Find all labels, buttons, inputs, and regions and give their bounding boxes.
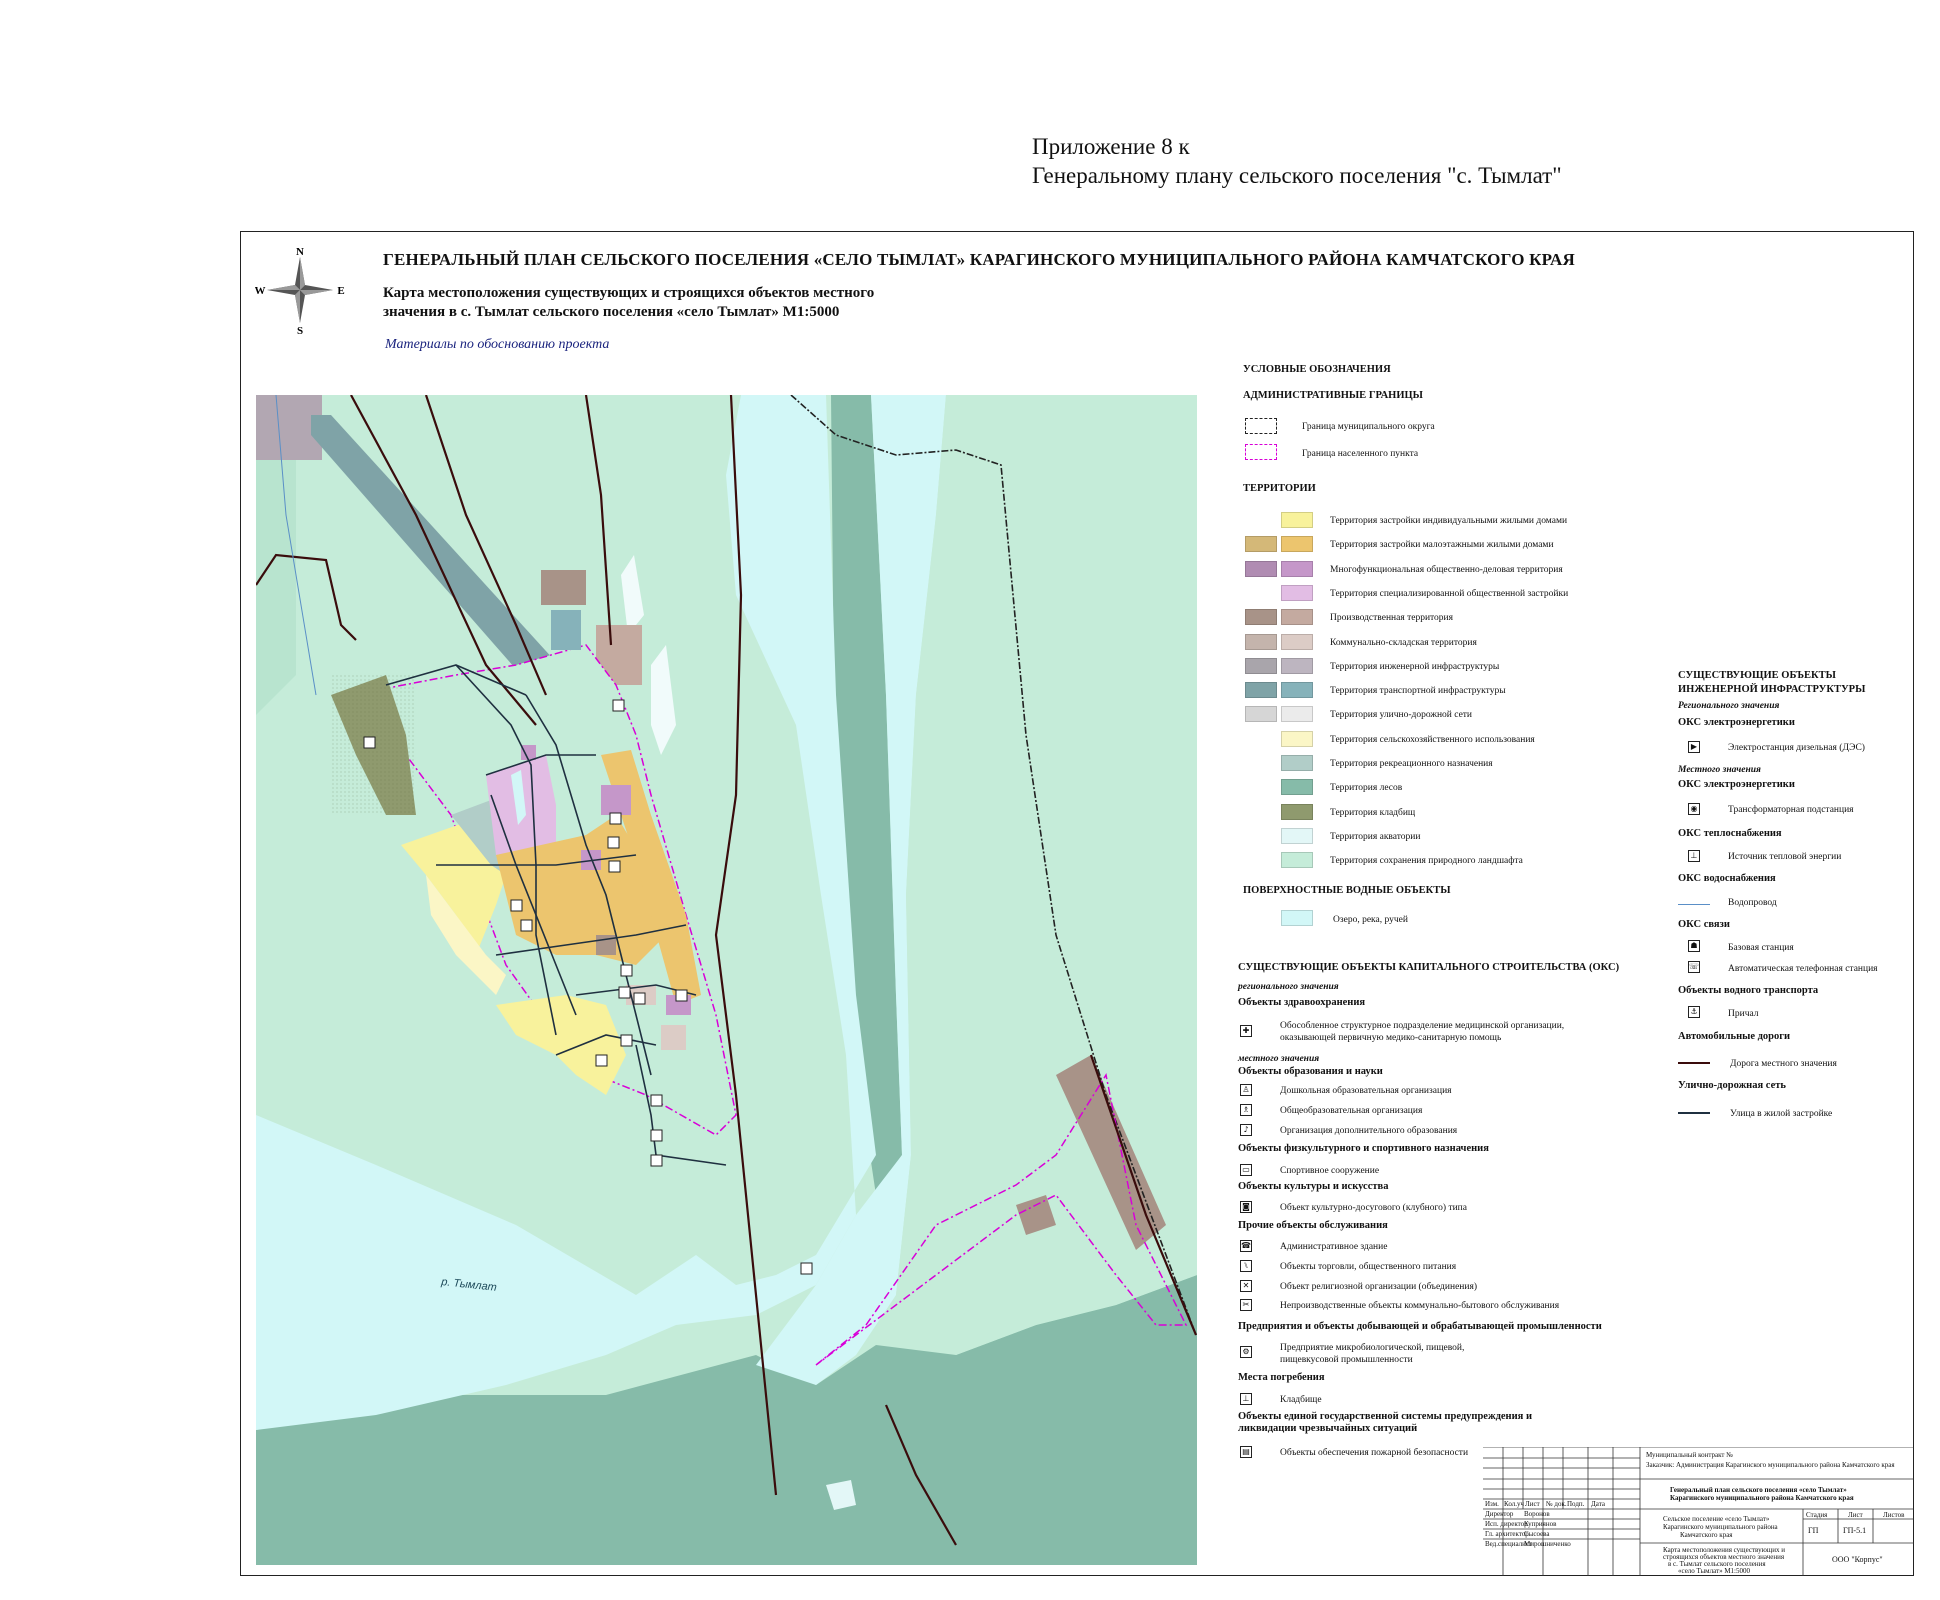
- legend-admin-1: Граница населенного пункта: [1302, 449, 1419, 459]
- fire-safety-icon: ▤: [1240, 1446, 1252, 1458]
- base-station-icon: ☗: [1688, 940, 1700, 952]
- household-service-icon: ✂: [1240, 1299, 1252, 1311]
- medical-icon: ✚: [1240, 1025, 1252, 1037]
- legend-health-2: оказывающей первичную медико-санитарную помощь: [1280, 1033, 1502, 1043]
- stamp-sheet-h: Лист: [1848, 1511, 1863, 1519]
- stamp-role-0: Директор: [1485, 1510, 1514, 1518]
- stamp-header-1: Кол.уч: [1504, 1500, 1524, 1508]
- legend-sport: Спортивное сооружение: [1280, 1166, 1380, 1176]
- marker-fire: [651, 1155, 662, 1166]
- legend-emerg-heading-1: Объекты единой государственной системы предупреждения и: [1238, 1411, 1532, 1422]
- swatch-territory-8: [1281, 706, 1313, 722]
- legend-territory-12: Территория кладбищ: [1330, 807, 1416, 818]
- legend-street: Улица в жилой застройке: [1730, 1109, 1833, 1119]
- legend-territory-1: Территория застройки малоэтажными жилыми домами: [1330, 540, 1554, 551]
- swatch-local-road: [1678, 1054, 1710, 1064]
- legend-eng-regional: Регионального значения: [1678, 701, 1780, 711]
- compass-w: W: [255, 285, 266, 297]
- legend-health-heading: Объекты здравоохранения: [1238, 997, 1366, 1008]
- religious-icon: ✕: [1240, 1280, 1252, 1292]
- engineering-block-1: [551, 610, 581, 650]
- swatch-territory-existing-1: [1245, 536, 1277, 552]
- materials-note: Материалы по обоснованию проекта: [385, 337, 610, 352]
- communal-block-2: [661, 1025, 686, 1050]
- marker-admin-3: [651, 1130, 662, 1141]
- marker-trade-1: [609, 861, 620, 872]
- compass-n: N: [296, 246, 304, 258]
- swatch-territory-12: [1281, 804, 1313, 820]
- trade-icon: ⑊: [1240, 1260, 1252, 1272]
- stamp-map-1: Карта местоположения существующих и: [1663, 1546, 1785, 1554]
- swatch-water: [1281, 910, 1313, 926]
- legend-other-heading: Прочие объекты обслуживания: [1238, 1220, 1388, 1231]
- swatch-territory-14: [1281, 852, 1313, 868]
- legend-emerg-heading-2: ликвидации чрезвычайных ситуаций: [1238, 1423, 1418, 1434]
- stamp-object-1: Сельское поселение «село Тымлат»: [1663, 1515, 1770, 1523]
- stamp-object-3: Камчатского края: [1680, 1531, 1733, 1539]
- appendix-line1: Приложение 8 к: [1032, 134, 1190, 159]
- swatch-territory-11: [1281, 779, 1313, 795]
- compass-rose-icon: [255, 245, 345, 335]
- legend-oks-heading: СУЩЕСТВУЮЩИЕ ОБЪЕКТЫ КАПИТАЛЬНОГО СТРОИТЕЛЬСТВА (ОКС): [1238, 962, 1620, 973]
- swatch-territory-6: [1281, 658, 1313, 674]
- swatch-territory-10: [1281, 755, 1313, 771]
- legend-heat: Источник тепловой энергии: [1728, 852, 1842, 862]
- legend-territory-2: Многофункциональная общественно-деловая территория: [1330, 564, 1563, 575]
- map-title: ГЕНЕРАЛЬНЫЙ ПЛАН СЕЛЬСКОГО ПОСЕЛЕНИЯ «СЕЛО ТЫМЛАТ» КАРАГИНСКОГО МУНИЦИПАЛЬНОГО РАЙОНА КАМЧАТСКОГО КРАЯ: [383, 250, 1575, 269]
- swatch-territory-existing-8: [1245, 706, 1277, 722]
- legend-roads: Дорога местного значения: [1730, 1059, 1837, 1069]
- compass-e: E: [337, 285, 345, 297]
- legend-health-1: Обособленное структурное подразделение медицинской организации,: [1280, 1021, 1565, 1031]
- telephone-exchange-icon: ☏: [1689, 962, 1700, 971]
- stamp-object-2: Карагинского муниципального района: [1663, 1523, 1778, 1531]
- stamp-name-3: Мирошниченко: [1524, 1540, 1571, 1548]
- legend-territory-11: Территория лесов: [1330, 783, 1403, 794]
- legend-territory-6: Территория инженерной инфраструктуры: [1330, 661, 1500, 672]
- stamp-map-3: в с. Тымлат сельского поселения: [1668, 1560, 1766, 1568]
- legend-eng-local: Местного значения: [1678, 765, 1761, 775]
- legend-culture-heading: Объекты культуры и искусства: [1238, 1181, 1389, 1192]
- heat-source-icon: ⊥: [1688, 850, 1700, 862]
- legend-sport-heading: Объекты физкультурного и спортивного назначения: [1238, 1143, 1489, 1154]
- marker-medical: [608, 837, 619, 848]
- legend-burial-heading: Места погребения: [1238, 1372, 1325, 1383]
- stamp-sheet: ГП-5.1: [1843, 1526, 1867, 1535]
- stamp-header-0: Изм.: [1485, 1500, 1499, 1508]
- river-label: р. Тымлат: [440, 1276, 498, 1294]
- swatch-settlement-boundary: [1245, 444, 1277, 460]
- legend-water: Озеро, река, ручей: [1333, 915, 1408, 925]
- legend-eng-heading-1: СУЩЕСТВУЮЩИЕ ОБЪЕКТЫ: [1678, 670, 1836, 681]
- legend-territory-10: Территория рекреационного назначения: [1330, 759, 1493, 769]
- legend-edu-2: Организация дополнительного образования: [1280, 1126, 1458, 1136]
- music-icon: ♪: [1240, 1124, 1252, 1136]
- marker-school: [511, 900, 522, 911]
- legend-territory-5: Коммунально-складская территория: [1330, 637, 1477, 648]
- multi-zone-1: [601, 785, 631, 815]
- stamp-role-1: Исп. директор: [1485, 1520, 1528, 1528]
- legend-roads-heading: Автомобильные дороги: [1678, 1031, 1791, 1042]
- legend-comm-1: Автоматическая телефонная станция: [1728, 964, 1878, 974]
- substation-icon: ◉: [1688, 803, 1700, 815]
- production-block-1: [541, 570, 586, 605]
- swatch-territory-0: [1281, 512, 1313, 528]
- stamp-map-4: «село Тымлат» М1:5000: [1678, 1567, 1750, 1575]
- swatch-street: [1678, 1104, 1710, 1114]
- stamp-stage: ГП: [1808, 1526, 1819, 1535]
- legend-other-2: Объект религиозной организации (объединения): [1280, 1282, 1477, 1292]
- stamp-map-2: строящихся объектов местного значения: [1663, 1553, 1785, 1561]
- legend-eng-heading-2: ИНЖЕНЕРНОЙ ИНФРАСТРУКТУРЫ: [1678, 684, 1866, 695]
- swatch-territory-13: [1281, 828, 1313, 844]
- swatch-territory-1: [1281, 536, 1313, 552]
- swatch-territory-existing-2: [1245, 561, 1277, 577]
- stamp-contract: Муниципальный контракт №: [1646, 1451, 1733, 1459]
- legend-watersup-heading: ОКС водоснабжения: [1678, 873, 1776, 884]
- legend-territory-4: Производственная территория: [1330, 613, 1454, 624]
- stamp-header-2: Лист: [1525, 1500, 1540, 1508]
- map-subtitle: [383, 284, 1003, 322]
- legend-power-heading-2: ОКС электроэнергетики: [1678, 779, 1795, 790]
- legend-territories-heading: ТЕРРИТОРИИ: [1243, 483, 1316, 494]
- legend-wtrans-heading: Объекты водного транспорта: [1678, 985, 1819, 996]
- marker-cemetery: [364, 737, 375, 748]
- legend-territory-8: Территория улично-дорожной сети: [1330, 710, 1473, 721]
- legend-emerg: Объекты обеспечения пожарной безопасности: [1280, 1448, 1469, 1458]
- marker-trade-2: [621, 965, 632, 976]
- legend-ind-heading: Предприятия и объекты добывающей и обрабатывающей промышленности: [1238, 1321, 1602, 1332]
- stamp-header-3: № док.: [1546, 1500, 1567, 1508]
- marker-power-station: [613, 700, 624, 711]
- subtitle-line2: значения в с. Тымлат сельского поселения «село Тымлат» М1:5000: [383, 304, 840, 320]
- marker-admin-1: [634, 993, 645, 1004]
- legend-territory-14: Территория сохранения природного ландшафта: [1330, 856, 1523, 867]
- legend-burial: Кладбище: [1280, 1395, 1322, 1405]
- appendix-line2: Генеральному плану сельского поселения "с. Тымлат": [1032, 163, 1562, 188]
- stamp-company: ООО "Корпус": [1832, 1555, 1883, 1564]
- stamp-customer: Заказчик: Администрация Карагинского муниципального района Камчатского края: [1646, 1461, 1895, 1469]
- admin-building-icon: ☎: [1241, 1241, 1251, 1250]
- legend-admin-heading: АДМИНИСТРАТИВНЫЕ ГРАНИЦЫ: [1243, 390, 1423, 401]
- stamp-header-4: Подп.: [1567, 1500, 1585, 1508]
- sport-icon: ▭: [1240, 1164, 1252, 1176]
- marker-admin-2: [651, 1095, 662, 1106]
- subtitle-line1: Карта местоположения существующих и строящихся объектов местного: [383, 285, 875, 301]
- food-industry-icon: ⚙: [1240, 1346, 1252, 1358]
- legend-water-heading: ПОВЕРХНОСТНЫЕ ВОДНЫЕ ОБЪЕКТЫ: [1243, 885, 1451, 896]
- swatch-territory-4: [1281, 609, 1313, 625]
- marker-substation-1: [521, 920, 532, 931]
- cemetery-icon: ⊥: [1240, 1393, 1252, 1405]
- legend-comm-0: Базовая станция: [1728, 943, 1794, 953]
- legend-territory-7: Территория транспортной инфраструктуры: [1330, 686, 1506, 697]
- legend-other-3: Непроизводственные объекты коммунально-бытового обслуживания: [1280, 1301, 1560, 1311]
- kindergarten-icon: ♙: [1240, 1084, 1252, 1096]
- legend-regional: регионального значения: [1238, 982, 1339, 992]
- compass-s: S: [296, 325, 304, 335]
- marker-trade-3: [621, 1035, 632, 1046]
- stamp-sheets-h: Листов: [1883, 1511, 1905, 1519]
- swatch-territory-existing-6: [1245, 658, 1277, 674]
- stamp-header-5: Дата: [1591, 1500, 1605, 1508]
- marker-religious: [610, 813, 621, 824]
- diesel-station-icon: ▶: [1688, 741, 1700, 753]
- legend-territory-3: Территория специализированной общественной застройки: [1330, 588, 1569, 599]
- multi-zone-4: [521, 745, 536, 760]
- legend-watersup: Водопровод: [1728, 898, 1777, 908]
- legend-culture: Объект культурно-досугового (клубного) типа: [1280, 1203, 1467, 1213]
- legend-heat-heading: ОКС теплоснабжения: [1678, 828, 1782, 839]
- stamp-name-2: Сысоева: [1524, 1530, 1550, 1538]
- stamp-role-2: Гл. архитектор: [1485, 1530, 1529, 1538]
- legend-heading: УСЛОВНЫЕ ОБОЗНАЧЕНИЯ: [1243, 364, 1391, 375]
- legend-territory-0: Территория застройки индивидуальными жилыми домами: [1330, 516, 1568, 526]
- stamp-name-1: Куприянов: [1524, 1520, 1557, 1528]
- legend-comm-heading: ОКС связи: [1678, 919, 1730, 930]
- legend-edu-0: Дошкольная образовательная организация: [1280, 1086, 1452, 1096]
- legend-ind-1: Предприятие микробиологической, пищевой,: [1280, 1343, 1465, 1353]
- legend-wtrans: Причал: [1728, 1009, 1759, 1019]
- legend-local: местного значения: [1238, 1054, 1320, 1064]
- swatch-territory-2: [1281, 561, 1313, 577]
- stamp-role-3: Вед.специалист: [1485, 1540, 1533, 1548]
- marker-pier: [801, 1263, 812, 1274]
- legend-street-heading: Улично-дорожная сеть: [1678, 1080, 1786, 1091]
- swatch-territory-7: [1281, 682, 1313, 698]
- legend-ind-2: пищевкусовой промышленности: [1280, 1355, 1413, 1365]
- marker-kindergarten: [596, 1055, 607, 1066]
- legend-other-1: Объекты торговли, общественного питания: [1280, 1262, 1457, 1272]
- swatch-water-pipe: [1678, 897, 1710, 905]
- stamp-stage-h: Стадия: [1806, 1511, 1828, 1519]
- stamp-plan-title-2: Карагинского муниципального района Камчатского края: [1670, 1494, 1854, 1502]
- culture-icon: ◙: [1240, 1201, 1252, 1213]
- legend-power-reg: Электростанция дизельная (ДЭС): [1728, 743, 1865, 753]
- marker-culture: [619, 987, 630, 998]
- appendix-note: [1032, 132, 1562, 190]
- swatch-territory-existing-5: [1245, 634, 1277, 650]
- swatch-territory-existing-4: [1245, 609, 1277, 625]
- marker-heat-source: [676, 990, 687, 1001]
- map-canvas: [256, 395, 1197, 1565]
- legend-other-0: Административное здание: [1280, 1242, 1388, 1252]
- swatch-territory-3: [1281, 585, 1313, 601]
- legend-power-heading: ОКС электроэнергетики: [1678, 717, 1795, 728]
- legend-power-loc: Трансформаторная подстанция: [1728, 805, 1854, 815]
- legend-edu-heading: Объекты образования и науки: [1238, 1066, 1383, 1077]
- swatch-territory-existing-7: [1245, 682, 1277, 698]
- stamp-plan-title-1: Генеральный план сельского поселения «село Тымлат»: [1670, 1486, 1847, 1494]
- legend-territory-9: Территория сельскохозяйственного использования: [1330, 734, 1535, 745]
- stamp-name-0: Воронов: [1524, 1510, 1550, 1518]
- swatch-municipal-boundary: [1245, 418, 1277, 434]
- legend-edu-1: Общеобразовательная организация: [1280, 1106, 1423, 1116]
- legend-admin-0: Граница муниципального округа: [1302, 422, 1435, 432]
- swatch-territory-5: [1281, 634, 1313, 650]
- pier-icon: ⚓: [1688, 1006, 1700, 1018]
- school-icon: ♗: [1240, 1104, 1252, 1116]
- legend-territory-13: Территория акватории: [1330, 831, 1421, 842]
- swatch-territory-9: [1281, 731, 1313, 747]
